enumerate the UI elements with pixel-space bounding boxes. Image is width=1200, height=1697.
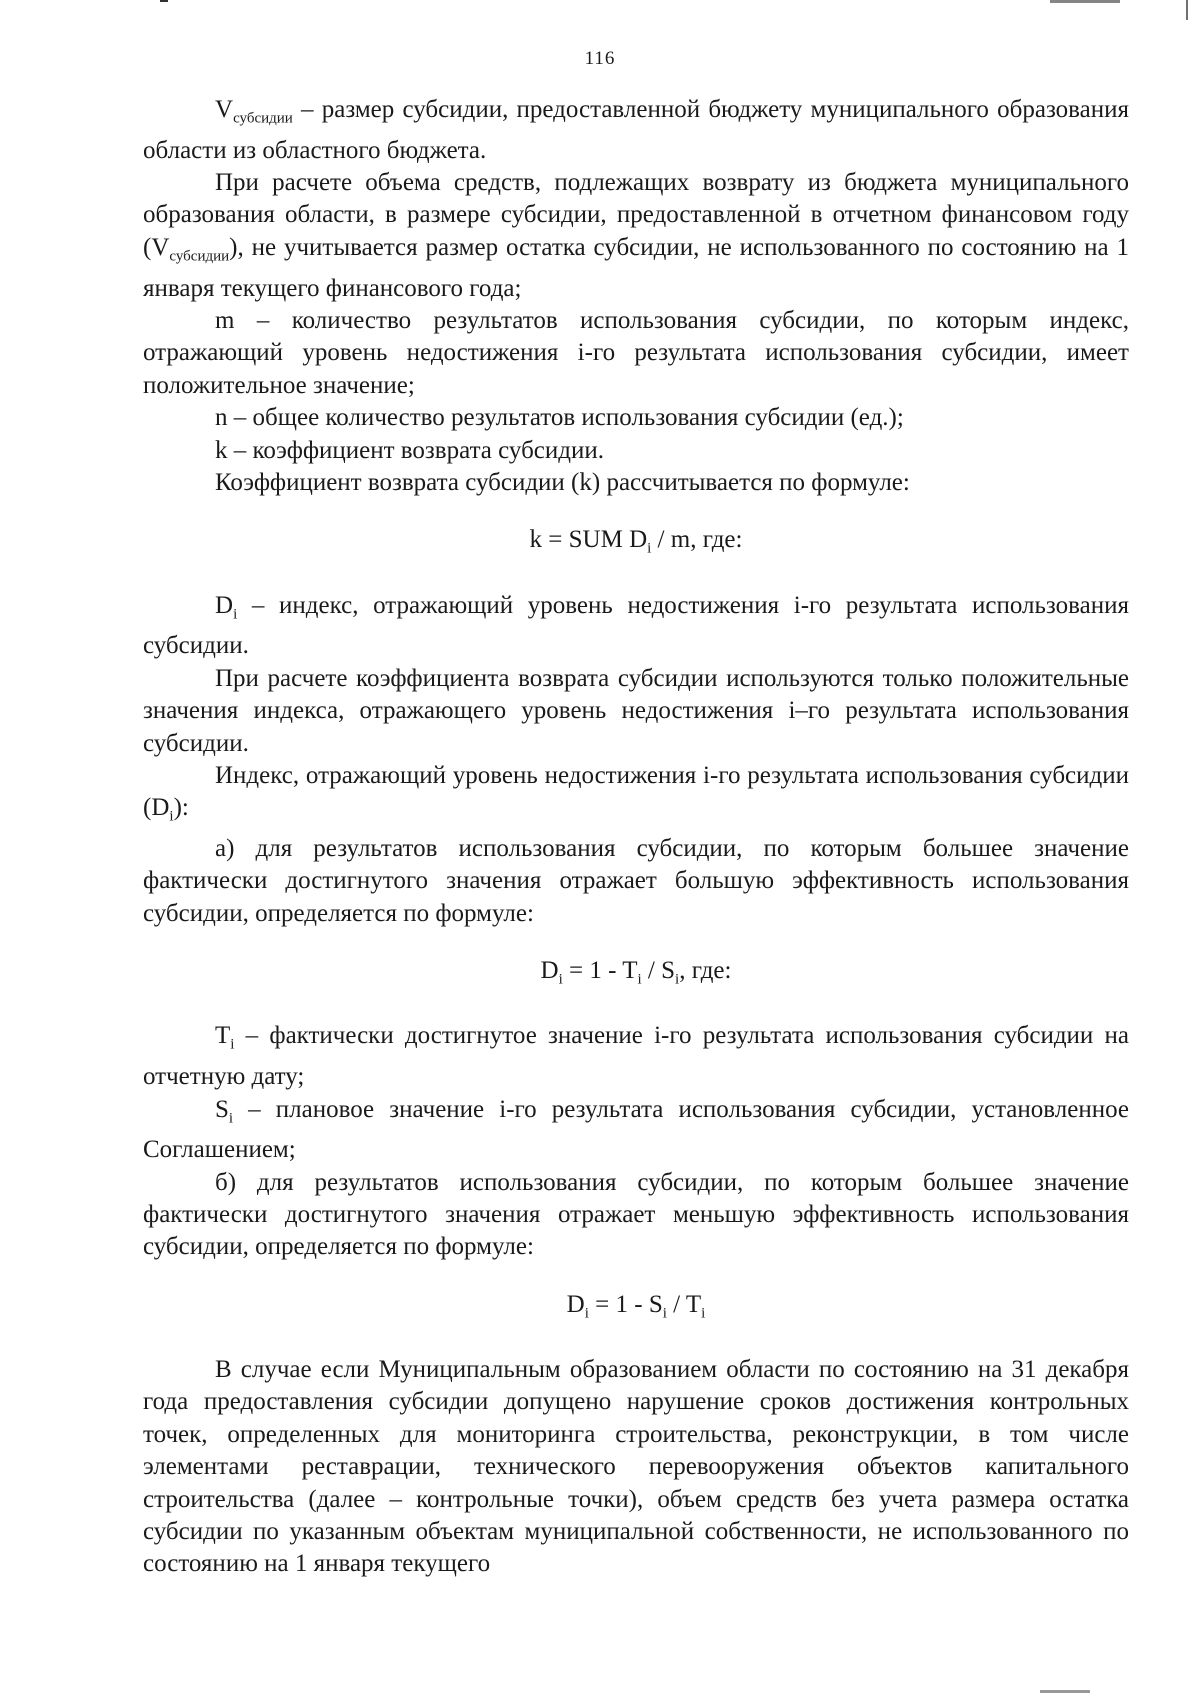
paragraph-case-b: б) для результатов использования субсидии, по которым большее значение фактически достигнутого значения отражает меньшую эффективность использования субсидии, определяется по формуле: — [143, 1168, 1129, 1261]
paragraph-v-subsidy-definition: $V_{субсидии}$ – размер субсидии, предоставленной бюджету муниципального образования области из областного бюджета. — [143, 96, 1129, 164]
scan-artifact-top-left — [160, 0, 168, 2]
paragraph-return-calculation: При расчете объема средств, подлежащих возврату из бюджета муниципального образования области, в размере субсидии, предоставленной в отчетном финансовом году $(V_{субсидии})$, не учитывается размер остатка субсидии, не использованного по состоянию на 1 января текущего финансового года; — [143, 169, 1129, 302]
paragraph-m-definition: m – количество результатов использования субсидии, по которым индекс, отражающий уровень недостижения i-го результата использования субсидии, имеет положительное значение; — [143, 306, 1129, 399]
paragraph-k-formula-intro: Коэффициент возврата субсидии (k) рассчитывается по формуле: — [215, 468, 910, 496]
scan-artifact-bottom-right — [1040, 1690, 1090, 1693]
scan-artifact-top-right — [1050, 0, 1120, 3]
page-number: 116 — [584, 48, 616, 69]
document-body — [143, 94, 1129, 1581]
paragraph-di-definition: $D_i$ – индекс, отражающий уровень недостижения i-го результата использования субсидии. — [143, 591, 1129, 660]
paragraph-case-a: а) для результатов использования субсидии, по которым большее значение фактически достигнутого значения отражает большую эффективность использования субсидии, определяется по формуле: — [143, 834, 1129, 927]
paragraph-ti-definition: $T_i$ – фактически достигнутое значение i-го результата использования субсидии на отчетную дату; — [143, 1022, 1129, 1091]
formula-di-case-a: $D_i = 1 - T_i / S_i$, где: — [540, 957, 732, 988]
formula-di-case-b: $D_i = 1 - S_i / T_i$ — [566, 1290, 706, 1322]
paragraph-index-intro: Индекс, отражающий уровень недостижения i-го результата использования субсидии $(D_i)$: — [143, 761, 1129, 825]
paragraph-k-definition: k – коэффициент возврата субсидии. — [215, 436, 605, 464]
formula-k: k = SUM $D_i$ / m, где: — [529, 526, 743, 557]
scan-artifact-right-edge — [1186, 0, 1188, 20]
paragraph-si-definition: $S_i$ – плановое значение i-го результата использования субсидии, установленное Соглашением; — [143, 1095, 1129, 1164]
paragraph-control-points: В случае если Муниципальным образованием области по состоянию на 31 декабря года предоставления субсидии допущено нарушение сроков достижения контрольных точек, определенных для мониторинга строительства, реконструкции, в том числе элементами реставрации, технического перевооружения объектов капитального строительства (далее – контрольные точки), объем средств без учета размера остатка субсидии по указанным объектам муниципальной собственности, не использованного по состоянию на 1 января текущего — [143, 1356, 1129, 1578]
paragraph-positive-values: При расчете коэффициента возврата субсидии используются только положительные значения индекса, отражающего уровень недостижения i–го результата использования субсидии. — [143, 664, 1129, 757]
paragraph-n-definition: n – общее количество результатов использования субсидии (ед.); — [215, 404, 904, 432]
